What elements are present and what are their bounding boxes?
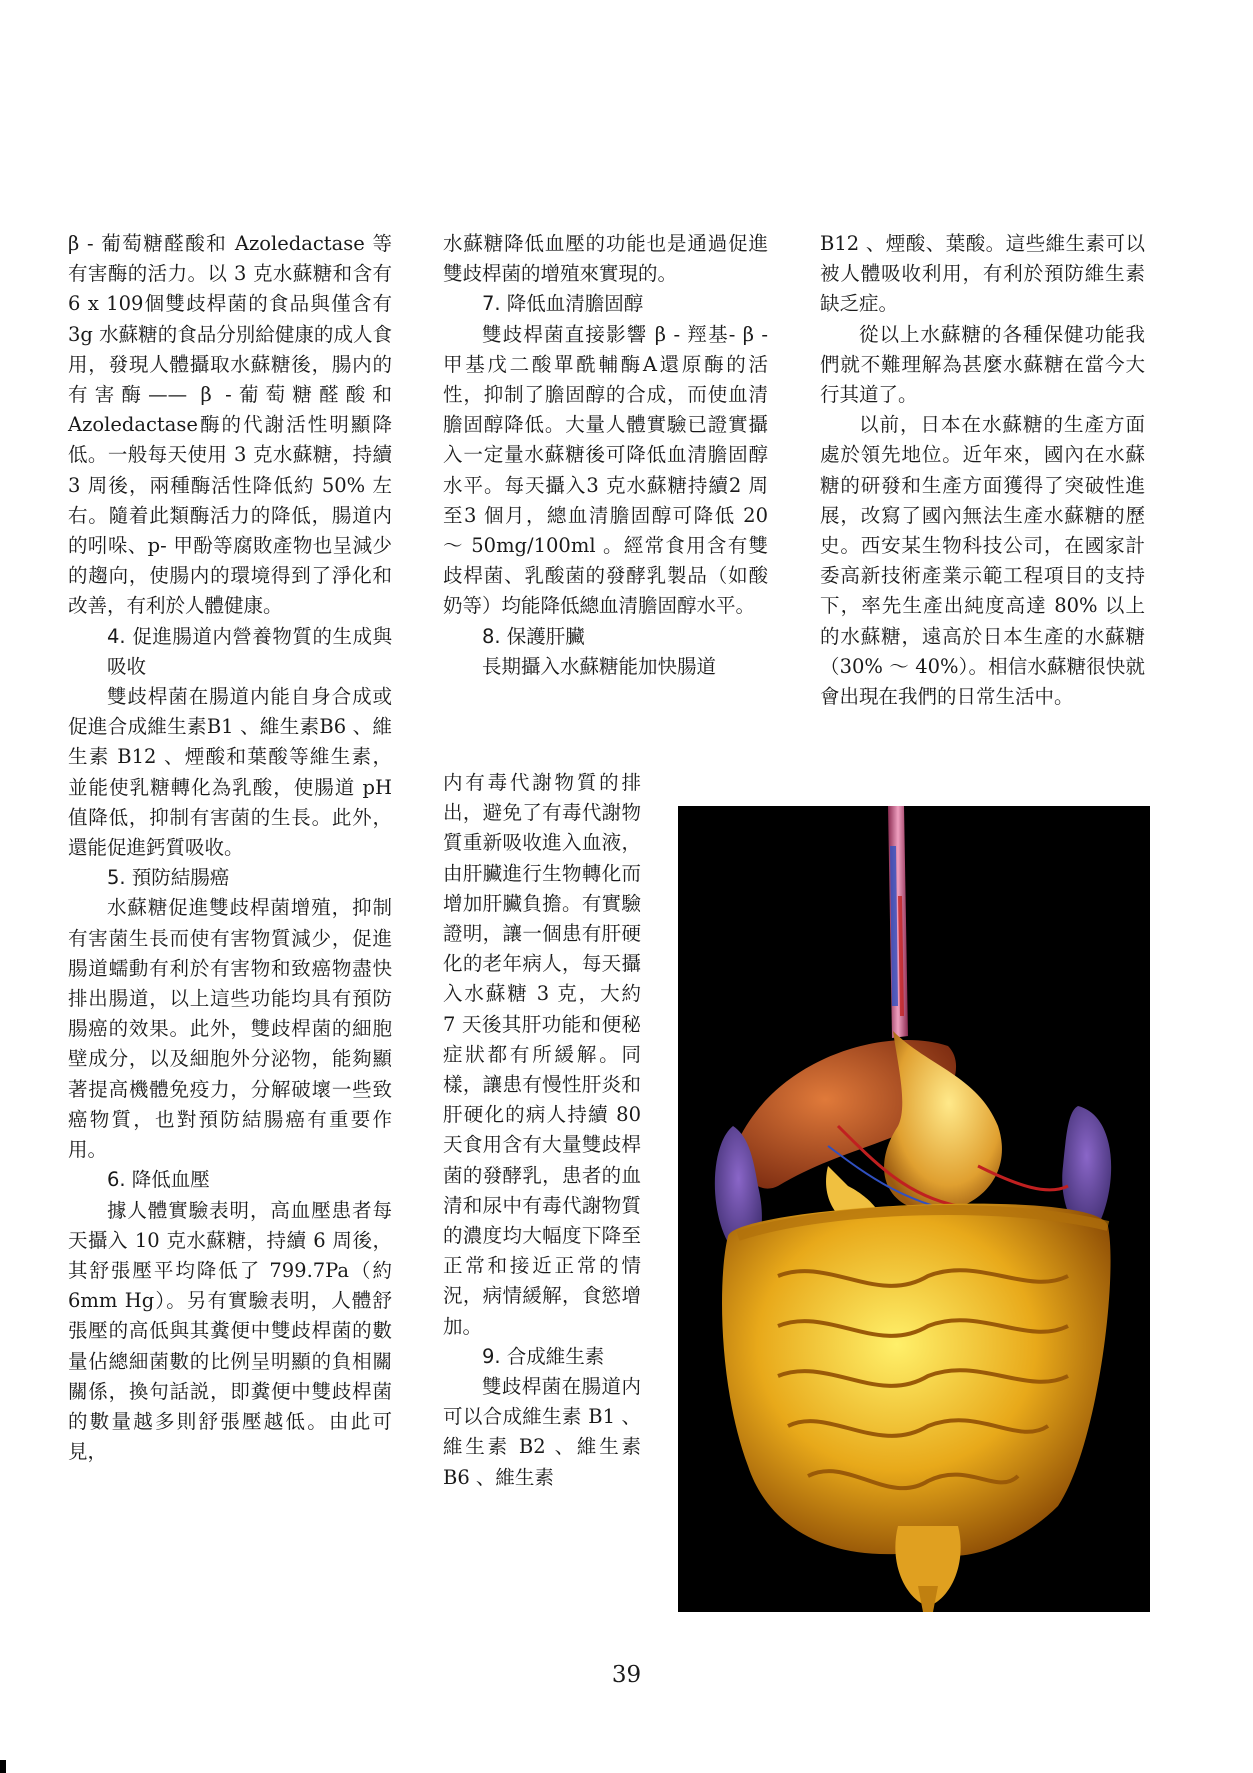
digestive-organs-image [678, 806, 1150, 1612]
scan-edge-mark [0, 1760, 6, 1773]
paragraph: 雙歧桿菌在腸道内能自身合成或促進合成維生素B1 、維生素B6 、維生素 B12 、煙酸和葉酸等維生素，並能使乳糖轉化為乳酸，使腸道 pH 值降低，抑制有害菌的生長。此外，還能促進鈣質吸收。 [68, 685, 392, 860]
paragraph: 長期攝入水蘇糖能加快腸道 [482, 654, 717, 678]
column-2-top [443, 229, 768, 682]
paragraph: 以前，日本在水蘇糖的生產方面處於領先地位。近年來，國內在水蘇糖的研發和生產方面獲得了突破性進展，改寫了國內無法生產水蘇糖的歷史。西安某生物科技公司，在國家計委高新技術產業示範工程項目的支持下，率先生產出純度高達 80% 以上的水蘇糖，遠高於日本生產的水蘇糖（30% ～ 40%）。相信水蘇糖很快就會出現在我們的日常生活中。 [820, 413, 1145, 709]
paragraph: 雙歧桿菌直接影響 β - 羥基- β - 甲基戊二酸單酰輔酶A還原酶的活性，抑制了膽固醇的合成，而使血清膽固醇降低。大量人體實驗已證實攝入一定量水蘇糖後可降低血清膽固醇水平。每天攝入3 克水蘇糖持續2 周至3 個月，總血清膽固醇可降低 20 ～ 50mg/100ml 。經常食用含有雙歧桿菌、乳酸菌的發酵乳製品（如酸奶等）均能降低總血清膽固醇水平。 [443, 322, 768, 618]
column-3 [820, 229, 1145, 712]
digestive-system-illustration [678, 806, 1150, 1612]
section-heading-6: 6. 降低血壓 [107, 1168, 210, 1192]
section-heading-5: 5. 預防結腸癌 [107, 866, 230, 890]
page-number: 39 [611, 1662, 642, 1688]
section-heading-4: 4. 促進腸道内營養物質的生成與吸收 [107, 624, 392, 678]
section-heading-8: 8. 保護肝臟 [482, 624, 585, 648]
column-2-wrap [443, 768, 641, 1493]
paragraph: 據人體實驗表明，高血壓患者每天攝入 10 克水蘇糖，持續 6 周後，其舒張壓平均降低了 799.7Pa（約 6mm Hg）。另有實驗表明，人體舒張壓的高低與其糞便中雙歧桿菌的數量佔總細菌數的比例呈明顯的負相關關係，換句話説，即糞便中雙歧桿菌的數量越多則舒張壓越低。由此可見， [68, 1198, 392, 1464]
section-heading-7: 7. 降低血清膽固醇 [482, 292, 644, 316]
paragraph: 水蘇糖促進雙歧桿菌增殖，抑制有害菌生長而使有害物質減少，促進腸道蠕動有利於有害物和致癌物盡快排出腸道，以上這些功能均具有預防腸癌的效果。此外，雙歧桿菌的細胞壁成分，以及細胞外分泌物，能夠顯著提高機體免疫力，分解破壞一些致癌物質，也對預防結腸癌有重要作用。 [68, 896, 392, 1162]
paragraph: 内有毒代謝物質的排出，避免了有毒代謝物質重新吸收進入血液，由肝臟進行生物轉化而增加肝臟負擔。有實驗證明，讓一個患有肝硬化的老年病人，每天攝入水蘇糖 3 克，大約 7 天後其肝功能和便秘症狀都有所緩解。同樣，讓患有慢性肝炎和肝硬化的病人持續 80 天食用含有大量雙歧桿菌的發酵乳，患者的血清和尿中有毒代謝物質的濃度均大幅度下降至正常和接近正常的情況，病情緩解，食慾增加。 [443, 771, 641, 1338]
paragraph: 從以上水蘇糖的各種保健功能我們就不難理解為甚麼水蘇糖在當今大行其道了。 [820, 322, 1145, 407]
paragraph: 水蘇糖降低血壓的功能也是通過促進雙歧桿菌的增殖來實現的。 [443, 232, 768, 286]
section-heading-9: 9. 合成維生素 [482, 1344, 605, 1368]
paragraph: β - 葡萄糖醛酸和 Azoledactase 等有害酶的活力。以 3 克水蘇糖和含有6 x 109個雙歧桿菌的食品與僅含有 3g 水蘇糖的食品分別給健康的成人食用，發現人體攝取水蘇糖後，腸内的有害酶—— β -葡萄糖醛酸和Azoledactase酶的代謝活性明顯降低。一般每天使用 3 克水蘇糖，持續 3 周後，兩種酶活性降低約 50% 左右。隨着此類酶活力的降低，腸道内的吲哚、p- 甲酚等腐敗產物也呈減少的趨向，使腸内的環境得到了淨化和改善，有利於人體健康。 [68, 232, 392, 618]
column-1 [68, 229, 392, 1467]
paragraph: B12 、煙酸、葉酸。這些維生素可以被人體吸收利用，有利於預防維生素缺乏症。 [820, 232, 1145, 316]
paragraph: 雙歧桿菌在腸道内可以合成維生素 B1 、維生素 B2 、維生素 B6 、維生素 [443, 1375, 641, 1489]
